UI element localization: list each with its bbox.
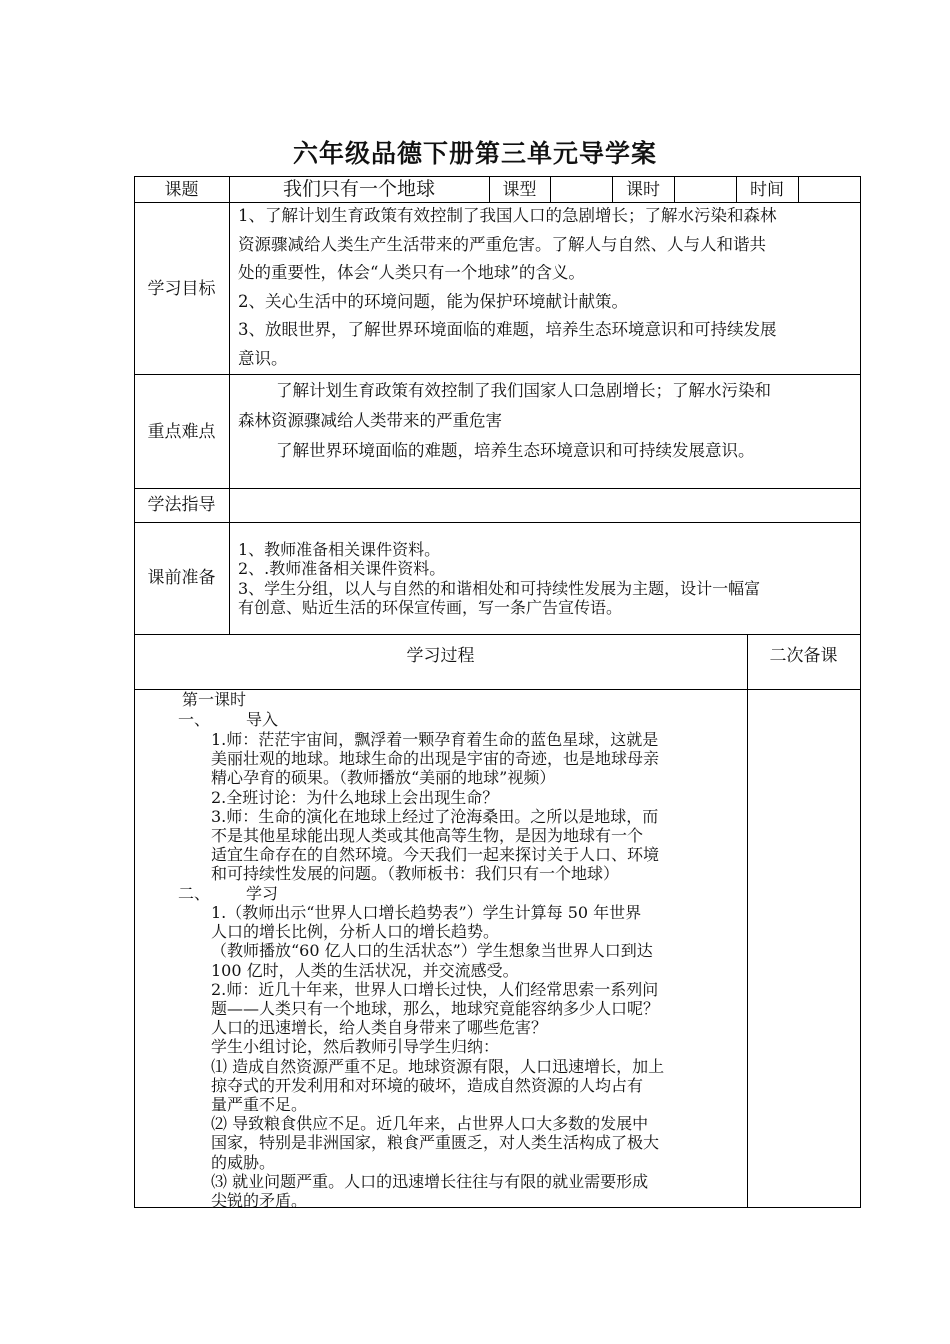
preparation-line: 1、教师准备相关课件资料。 bbox=[238, 540, 441, 559]
objectives-label: 学习目标 bbox=[147, 279, 216, 299]
method-label: 学法指导 bbox=[147, 495, 216, 515]
key-points-text bbox=[238, 376, 771, 466]
process-line: ⑴ 造成自然资源严重不足。地球资源有限，人口迅速增长，加上 bbox=[211, 1056, 665, 1076]
key-points-line: 森林资源骤减给人类带来的严重危害 bbox=[238, 411, 502, 430]
time-label: 时间 bbox=[750, 180, 784, 200]
section-1-text bbox=[211, 730, 659, 884]
key-points-label: 重点难点 bbox=[147, 422, 216, 442]
process-line: 题——人类只有一个地球，那么，地球究竟能容纳多少人口呢？ bbox=[211, 999, 660, 1019]
second-prep-header: 二次备课 bbox=[769, 646, 838, 666]
preparation-label: 课前准备 bbox=[147, 568, 216, 588]
process-line: 2.师：近几十年来，世界人口增长过快，人们经常思索一系列问 bbox=[211, 979, 659, 999]
process-line: ⑵ 导致粮食供应不足。近几年来，占世界人口大多数的发展中 bbox=[211, 1114, 649, 1134]
process-line: 的威胁。 bbox=[211, 1152, 276, 1172]
process-line: 3.师：生命的演化在地球上经过了沧海桑田。之所以是地球，而 bbox=[211, 806, 659, 826]
objectives-line: 处的重要性，体会“人类只有一个地球”的含义。 bbox=[238, 263, 585, 283]
process-line: 尖锐的矛盾。 bbox=[211, 1191, 308, 1211]
process-line: 量严重不足。 bbox=[211, 1095, 308, 1115]
topic-value: 我们只有一个地球 bbox=[282, 178, 435, 200]
page-title: 六年级品德下册第三单元导学案 bbox=[292, 139, 657, 168]
process-line: 学生小组讨论，然后教师引导学生归纳： bbox=[211, 1037, 500, 1057]
process-line: ⑶ 就业问题严重。人口的迅速增长往往与有限的就业需要形成 bbox=[211, 1171, 649, 1191]
preparation-line: 3、学生分组，以人与自然的和谐相处和可持续性发展为主题，设计一幅富 bbox=[238, 579, 761, 598]
process-line: 适宜生命存在的自然环境。今天我们一起来探讨关于人口、环境 bbox=[211, 845, 660, 865]
process-line: 人口的增长比例，分析人口的增长趋势。 bbox=[211, 922, 500, 942]
section-1-title: 导入 bbox=[246, 710, 279, 729]
section-2-number: 二、 bbox=[178, 884, 211, 903]
preparation-text bbox=[238, 540, 760, 617]
process-line: 国家，特别是非洲国家，粮食严重匮乏，对人类生活构成了极大 bbox=[211, 1133, 660, 1153]
objectives-line: 2、关心生活中的环境问题，能为保护环境献计献策。 bbox=[238, 291, 628, 311]
objectives-text bbox=[238, 202, 777, 374]
section-2-title: 学习 bbox=[246, 884, 279, 903]
section-1-number: 一、 bbox=[178, 710, 211, 729]
objectives-line: 3、放眼世界，了解世界环境面临的难题，培养生态环境意识和可持续发展 bbox=[238, 320, 777, 340]
process-line: 精心孕育的硕果。（教师播放“美丽的地球”视频） bbox=[211, 768, 556, 788]
preparation-line: 2、.教师准备相关课件资料。 bbox=[238, 559, 446, 578]
topic-label: 课题 bbox=[164, 180, 199, 200]
process-header: 学习过程 bbox=[406, 646, 475, 666]
process-line: 和可持续性发展的问题。（教师板书：我们只有一个地球） bbox=[211, 864, 620, 884]
type-label: 课型 bbox=[502, 180, 537, 200]
hours-label: 课时 bbox=[626, 180, 660, 200]
objectives-line: 意识。 bbox=[238, 348, 288, 368]
key-points-line: 了解计划生育政策有效控制了我们国家人口急剧增长；了解水污染和 bbox=[276, 381, 771, 400]
process-line: 掠夺式的开发利用和对环境的破坏，造成自然资源的人均占有 bbox=[211, 1075, 644, 1095]
process-line: 美丽壮观的地球。地球生命的出现是宇宙的奇迹，也是地球母亲 bbox=[211, 749, 660, 769]
process-line: 不是其他星球能出现人类或其他高等生物，是因为地球有一个 bbox=[211, 826, 644, 846]
process-line: 1.师：茫茫宇宙间，飘浮着一颗孕育着生命的蓝色星球，这就是 bbox=[211, 730, 659, 749]
objectives-line: 1、了解计划生育政策有效控制了我国人口的急剧增长；了解水污染和森林 bbox=[238, 206, 777, 225]
lesson-label: 第一课时 bbox=[182, 690, 247, 709]
process-line: 人口的迅速增长，给人类自身带来了哪些危害？ bbox=[211, 1018, 548, 1038]
section-2-text bbox=[211, 903, 664, 1210]
process-line: 1.（教师出示“世界人口增长趋势表”）学生计算每 50 年世界 bbox=[211, 903, 642, 922]
process-line: （教师播放“60 亿人口的生活状态”）学生想象当世界人口到达 bbox=[211, 941, 653, 961]
objectives-line: 资源骤减给人类生产生活带来的严重危害。了解人与自然、人与人和谐共 bbox=[238, 234, 766, 254]
key-points-line: 了解世界环境面临的难题，培养生态环境意识和可持续发展意识。 bbox=[276, 441, 755, 460]
process-line: 2.全班讨论：为什么地球上会出现生命？ bbox=[211, 787, 499, 807]
process-line: 100 亿时，人类的生活状况，并交流感受。 bbox=[211, 960, 519, 980]
preparation-line: 有创意、贴近生活的环保宣传画，写一条广告宣传语。 bbox=[238, 598, 623, 617]
